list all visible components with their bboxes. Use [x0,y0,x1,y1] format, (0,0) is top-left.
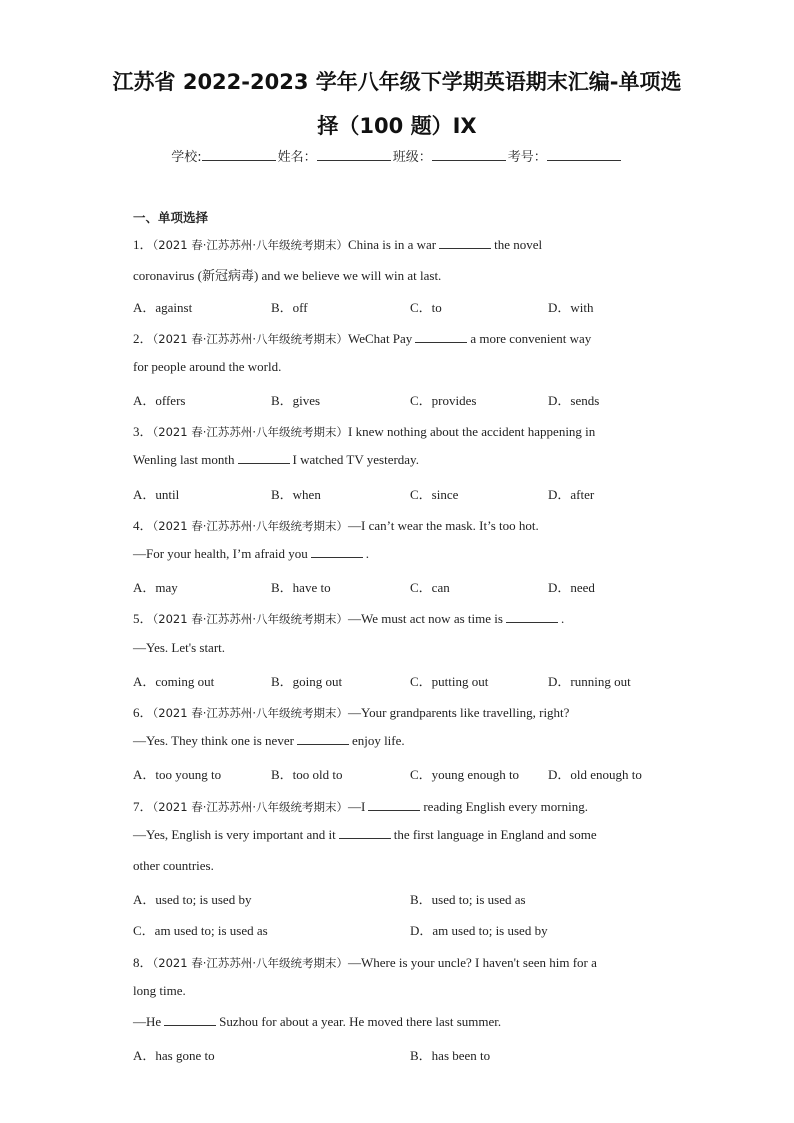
question-text: . [560,611,565,626]
q7-option-b[interactable]: B．used to; is used as [410,892,526,907]
question-text: Wenling last month [133,452,235,467]
question-source: （2021 春·江苏苏州·八年级统考期末） [152,519,348,533]
question-text: a more convenient way [470,331,592,346]
question-7-line-2 [133,827,597,843]
q5-option-c[interactable]: C．putting out [410,674,489,689]
q5-option-b[interactable]: B．going out [271,674,343,689]
q2-option-c[interactable]: C．provides [410,393,477,408]
question-6-line-1 [133,702,569,721]
q6-option-d[interactable]: D．old enough to [548,767,642,782]
question-number: 5． [133,611,153,626]
q2-option-b[interactable]: B．gives [271,393,321,408]
question-3-line-1 [133,421,595,440]
answer-blank [297,734,349,745]
answer-blank [368,800,420,811]
q2-option-d[interactable]: D．sends [548,393,600,408]
q6-option-a[interactable]: A．too young to [133,767,222,782]
class-blank[interactable] [432,148,506,161]
question-text: China is in a war [348,237,437,252]
school-blank[interactable] [202,148,276,161]
question-text: the novel [494,237,543,252]
q2-option-a[interactable]: A．offers [133,393,186,408]
q6-option-b[interactable]: B．too old to [271,767,343,782]
question-1-line-2: coronavirus (新冠病毒) and we believe we will win at last. [133,268,442,283]
q7-option-a[interactable]: A．used to; is used by [133,892,252,907]
question-8-line-2: long time. [133,983,186,998]
q4-option-c[interactable]: C．can [410,580,450,595]
question-source: （2021 春·江苏苏州·八年级统考期末） [152,612,348,626]
q7-option-c[interactable]: C．am used to; is used as [133,923,268,938]
q5-option-d[interactable]: D．running out [548,674,631,689]
question-text: —For your health, I’m afraid you [133,546,308,561]
question-text: reading English every morning. [423,799,588,814]
question-8-line-3 [133,1014,501,1030]
question-1-line-1 [133,234,542,253]
question-number: 2． [133,331,153,346]
question-source: （2021 春·江苏苏州·八年级统考期末） [152,800,348,814]
question-number: 1． [133,237,153,252]
name-label: 姓名： [277,150,317,165]
student-info-row [0,146,794,165]
question-source: （2021 春·江苏苏州·八年级统考期末） [152,238,348,252]
question-number: 3． [133,424,153,439]
doc-title-line-1: 江苏省 2022-2023 学年八年级下学期英语期末汇编-单项选 [112,70,682,94]
question-text: —Yes, English is very important and it [133,827,336,842]
question-source: （2021 春·江苏苏州·八年级统考期末） [152,706,348,720]
answer-blank [439,238,491,249]
question-number: 8． [133,955,153,970]
question-text: Suzhou for about a year. He moved there last summer. [219,1014,502,1029]
answer-blank [311,547,363,558]
answer-blank [339,828,391,839]
question-8-line-1 [133,952,597,971]
question-text: —Your grandparents like travelling, right? [348,705,570,720]
question-7-line-1 [133,796,588,815]
q1-option-d[interactable]: D．with [548,300,594,315]
q4-option-b[interactable]: B．have to [271,580,331,595]
question-text: —We must act now as time is [348,611,503,626]
question-2-line-1 [133,328,591,347]
question-text: I knew nothing about the accident happening in [348,424,596,439]
question-text: —He [133,1014,162,1029]
name-blank[interactable] [317,148,391,161]
question-text: —Where is your uncle? I haven't seen him for a [348,955,597,970]
question-text: enjoy life. [351,733,405,748]
answer-blank [415,332,467,343]
q8-option-b[interactable]: B．has been to [410,1048,491,1063]
school-label: 学校: [171,150,202,165]
q3-option-b[interactable]: B．when [271,487,321,502]
q3-option-c[interactable]: C．since [410,487,459,502]
doc-title-line-2: 择（100 题）IX [317,114,477,138]
question-2-line-2: for people around the world. [133,359,282,374]
question-text: I watched TV yesterday. [292,452,419,467]
question-3-line-2 [133,452,419,468]
question-text: —I [348,799,366,814]
question-6-line-2 [133,733,405,749]
class-label: 班级： [392,150,432,165]
question-source: （2021 春·江苏苏州·八年级统考期末） [152,332,348,346]
q7-option-d[interactable]: D．am used to; is used by [410,923,548,938]
question-number: 4． [133,518,153,533]
answer-blank [506,612,558,623]
q8-option-a[interactable]: A．has gone to [133,1048,215,1063]
q3-option-d[interactable]: D．after [548,487,595,502]
exam-no-label: 考号： [507,150,547,165]
question-text: the first language in England and some [393,827,597,842]
question-source: （2021 春·江苏苏州·八年级统考期末） [152,956,348,970]
question-text: WeChat Pay [348,331,413,346]
q3-option-a[interactable]: A．until [133,487,180,502]
question-text: —I can’t wear the mask. It’s too hot. [348,518,539,533]
q1-option-a[interactable]: A．against [133,300,193,315]
question-5-line-1 [133,608,564,627]
question-number: 6． [133,705,153,720]
q1-option-c[interactable]: C．to [410,300,442,315]
answer-blank [238,453,290,464]
question-text: . [365,546,369,561]
question-4-line-1 [133,515,539,534]
section-title: 一、单项选择 [133,210,209,225]
q4-option-d[interactable]: D．need [548,580,595,595]
q1-option-b[interactable]: B．off [271,300,308,315]
question-7-line-3: other countries. [133,858,214,873]
question-5-line-2: —Yes. Let's start. [133,640,226,655]
answer-blank [164,1015,216,1026]
q4-option-a[interactable]: A．may [133,580,178,595]
q6-option-c[interactable]: C．young enough to [410,767,520,782]
exam-no-blank[interactable] [547,148,621,161]
question-source: （2021 春·江苏苏州·八年级统考期末） [152,425,348,439]
question-4-line-2 [133,546,369,562]
q5-option-a[interactable]: A．coming out [133,674,215,689]
question-text: —Yes. They think one is never [133,733,294,748]
question-number: 7． [133,799,153,814]
